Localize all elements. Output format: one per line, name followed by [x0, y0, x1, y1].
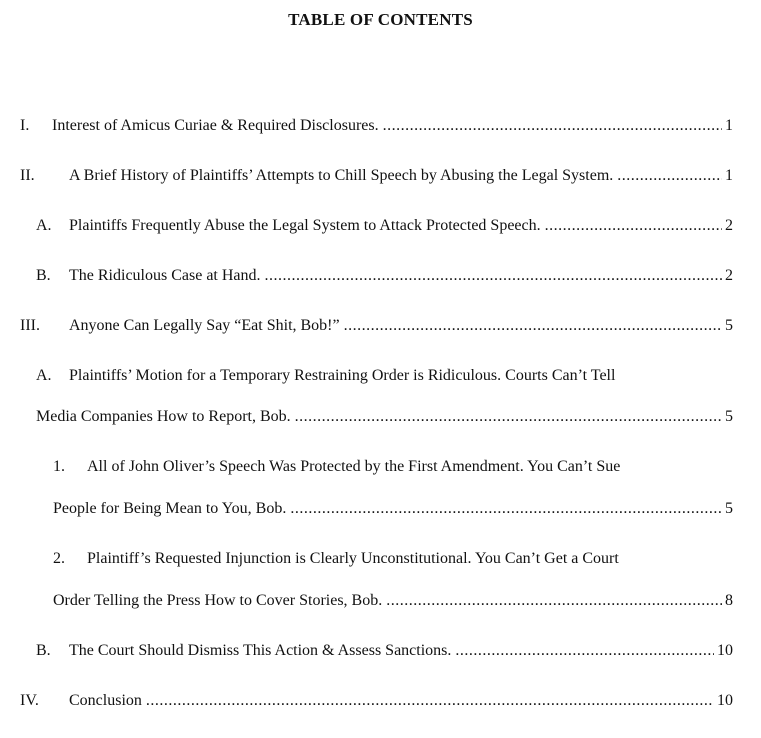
- toc-entry-text: Media Companies How to Report, Bob.: [36, 408, 291, 425]
- toc-entry-number: A.: [36, 217, 52, 234]
- toc-page-number: 10: [717, 642, 733, 659]
- toc-dot-leader: [290, 498, 722, 520]
- toc-entry-number: I.: [20, 117, 30, 134]
- toc-page-number: 2: [725, 267, 733, 284]
- toc-page-number: 5: [725, 500, 733, 517]
- toc-dot-leader: [545, 215, 722, 237]
- toc-entry-iii[interactable]: [20, 315, 733, 337]
- toc-dot-leader: [383, 115, 722, 137]
- toc-entry-iii-a-2-line2[interactable]: [53, 590, 733, 612]
- toc-entry-number: IV.: [20, 692, 39, 709]
- toc-entry-iii-a-1-line1[interactable]: [53, 456, 733, 478]
- toc-dot-leader: [295, 406, 722, 428]
- toc-entry-text: Plaintiffs Frequently Abuse the Legal System to Attack Protected Speech.: [69, 217, 541, 234]
- toc-entry-iii-a-line1[interactable]: [36, 365, 733, 387]
- toc-entry-text: Plaintiffs’ Motion for a Temporary Restraining Order is Ridiculous. Courts Can’t Tell: [69, 367, 616, 384]
- toc-entry-ii-a[interactable]: [36, 215, 733, 237]
- toc-entry-text: Conclusion: [69, 692, 142, 709]
- toc-dot-leader: [617, 165, 722, 187]
- toc-entry-iv[interactable]: [20, 690, 733, 712]
- toc-entry-iii-b[interactable]: [36, 640, 733, 662]
- toc-entry-text: The Ridiculous Case at Hand.: [69, 267, 261, 284]
- toc-entry-text: Anyone Can Legally Say “Eat Shit, Bob!”: [69, 317, 340, 334]
- toc-entry-number: B.: [36, 267, 51, 284]
- toc-entry-number: 2.: [53, 550, 65, 567]
- toc-entry-text: Interest of Amicus Curiae & Required Disclosures.: [52, 117, 379, 134]
- toc-page-number: 1: [725, 167, 733, 184]
- toc-dot-leader: [265, 265, 722, 287]
- toc-entry-number: 1.: [53, 458, 65, 475]
- toc-entry-iii-a-1-line2[interactable]: [53, 498, 733, 520]
- toc-entry-number: II.: [20, 167, 35, 184]
- toc-entry-text: A Brief History of Plaintiffs’ Attempts to Chill Speech by Abusing the Legal System.: [69, 167, 614, 184]
- toc-entry-iii-a-line2[interactable]: [36, 406, 733, 428]
- toc-page-number: 1: [725, 117, 733, 134]
- toc-entry-text: Order Telling the Press How to Cover Stories, Bob.: [53, 592, 383, 609]
- toc-entry-text: The Court Should Dismiss This Action & Assess Sanctions.: [69, 642, 452, 659]
- toc-entry-number: III.: [20, 317, 40, 334]
- toc-page-number: 5: [725, 317, 733, 334]
- toc-page-number: 5: [725, 408, 733, 425]
- toc-title: TABLE OF CONTENTS: [288, 10, 473, 29]
- toc-entry-text: All of John Oliver’s Speech Was Protected by the First Amendment. You Can’t Sue: [87, 458, 621, 475]
- toc-dot-leader: [344, 315, 722, 337]
- toc-dot-leader: [455, 640, 714, 662]
- toc-page-number: 2: [725, 217, 733, 234]
- toc-entry-text: Plaintiff’s Requested Injunction is Clearly Unconstitutional. You Can’t Get a Court: [87, 550, 619, 567]
- toc-page-number: 10: [717, 692, 733, 709]
- toc-entry-ii[interactable]: [20, 165, 733, 187]
- toc-page-number: 8: [725, 592, 733, 609]
- toc-dot-leader: [386, 590, 722, 612]
- toc-entry-number: A.: [36, 367, 52, 384]
- toc-entry-text: People for Being Mean to You, Bob.: [53, 500, 287, 517]
- toc-entry-iii-a-2-line1[interactable]: [53, 548, 733, 570]
- toc-entry-i[interactable]: [20, 115, 733, 137]
- toc-dot-leader: [146, 690, 714, 712]
- toc-entry-number: B.: [36, 642, 51, 659]
- toc-entry-ii-b[interactable]: [36, 265, 733, 287]
